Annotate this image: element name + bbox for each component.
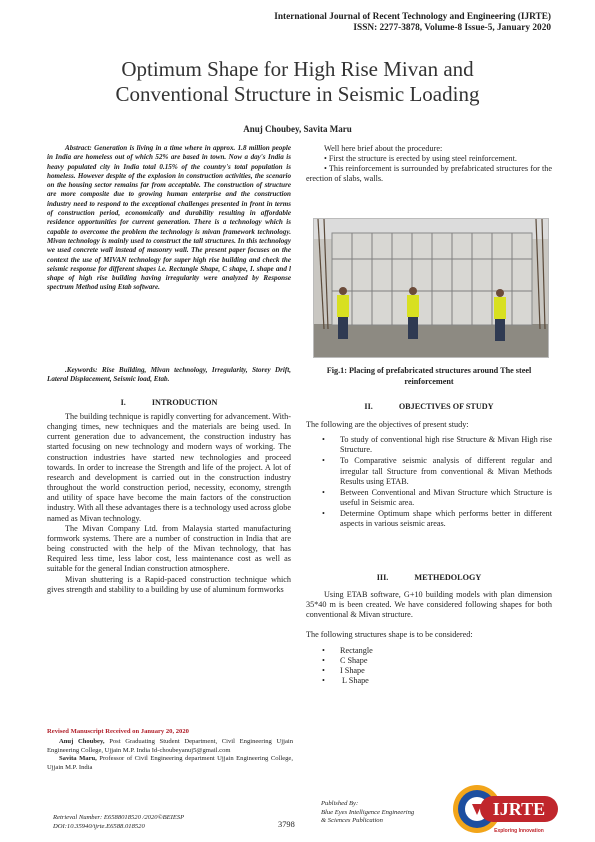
footer-publisher — [321, 800, 414, 826]
procedure-bullet-2: • This reinforcement is surrounded by prefabricated structures for the erection of slabs, walls. — [306, 164, 552, 184]
objectives-intro: The following are the objectives of present study: — [306, 420, 469, 429]
procedure-intro: Well here brief about the procedure: — [324, 144, 443, 153]
logo-tagline: Exploring Innovation — [494, 828, 544, 834]
objectives-block — [306, 420, 552, 530]
figure-caption: Fig.1: Placing of prefabricated structures around The steel reinforcement — [326, 366, 532, 386]
shapes-list — [306, 646, 552, 687]
section-heading-methodology — [306, 573, 552, 582]
paper-title — [40, 57, 555, 107]
footer-retrieval — [53, 814, 184, 831]
author-1-details: Post Graduating Student Department, Civil Engineering Ujjain Engineering College, Ujjain M.P. India Id-choubeyanuj5@gmail.com — [47, 738, 293, 754]
construction-photo-illustration — [314, 219, 548, 357]
journal-header — [274, 12, 551, 34]
page-number: 3798 — [278, 820, 295, 829]
keywords: .Keywords: Rise Building, Mivan technology, Irregularity, Storey Drift, Lateral Displacement, Seismic load, Etab. — [47, 366, 291, 384]
intro-paragraph-2: The Mivan Company Ltd. from Malaysia started manufacturing formwork systems. There are a number of construction in India that are being constructed with the help of the Mivan technology, that has Required less time, less labor cost, less maintenance cost as well as suitable for the general Indian construction atmosphere. — [47, 523, 291, 574]
method-paragraph-2: The following structures shape is to be considered: — [306, 630, 473, 640]
list-item: • I Shape — [316, 666, 552, 676]
author-2-name: Savita Maru, — [59, 755, 97, 763]
retrieval-number: Retrieval Number: E6588018520 /2020©BEIESP — [53, 814, 185, 821]
section-number: I. — [120, 398, 126, 407]
list-item: • To study of conventional high rise Structure & Mivan High rise Structure. — [316, 435, 552, 455]
logo-text: IJRTE — [492, 799, 546, 819]
method-paragraph-1: Using ETAB software, G+10 building models with plan dimension 35*40 m is been created. We have considered following shapes for both conventional & Mivan structure. — [306, 590, 552, 620]
section-number: II. — [364, 402, 373, 411]
ijrte-logo-icon — [450, 782, 562, 836]
list-item: • Determine Optimum shape which performs better in different aspects in various seismic areas. — [316, 509, 552, 529]
journal-name: International Journal of Recent Technology and Engineering (IJRTE) — [274, 12, 551, 22]
revised-note: Revised Manuscript Received on January 20, 2020 — [47, 728, 189, 735]
doi: DOI:10.35940/ijrte.E6588.018520 — [53, 822, 145, 830]
ijrte-logo — [450, 782, 562, 836]
list-item: • Rectangle — [316, 646, 552, 656]
section-title: OBJECTIVES OF STUDY — [398, 402, 494, 411]
intro-paragraph-3: Mivan shuttering is a Rapid-paced construction technique which gives strength and stability to a building by use of aluminum formworks — [47, 574, 291, 594]
section-title: METHEDOLOGY — [414, 573, 482, 582]
affiliation-1 — [47, 738, 293, 755]
author-1-name: Anuj Choubey, — [59, 738, 105, 745]
figure-photo — [313, 218, 549, 358]
issn-line: ISSN: 2277-3878, Volume-8 Issue-5, January 2020 — [353, 23, 551, 33]
section-title: INTRODUCTION — [151, 398, 218, 407]
authors: Anuj Choubey, Savita Maru — [243, 124, 352, 134]
affiliations — [47, 738, 293, 772]
section-heading-introduction — [47, 398, 291, 407]
methodology-block — [306, 590, 552, 686]
affiliation-2 — [47, 755, 293, 772]
title-line-2: Conventional Structure in Seismic Loading — [115, 82, 480, 106]
list-item: • C Shape — [316, 656, 552, 666]
author-2-details: Professor of Civil Engineering department Ujjain Engineering College, Ujjain M.P. India — [47, 755, 293, 771]
section-heading-objectives — [306, 402, 552, 411]
list-item: • Between Conventional and Mivan Structure which Structure is useful in Seismic area. — [316, 488, 552, 508]
list-item: • To Comparative seismic analysis of different regular and irregular tall Structure from conventional & Mivan Methods Results using ETAB. — [316, 456, 552, 486]
list-item: • L Shape — [316, 676, 552, 686]
procedure-bullet-1: • First the structure is erected by using steel reinforcement. — [324, 154, 517, 164]
objectives-list — [306, 435, 552, 529]
procedure-text — [306, 144, 552, 185]
title-line-1: Optimum Shape for High Rise Mivan and — [121, 57, 474, 81]
published-by-label: Published By: — [321, 800, 359, 807]
publisher-line-2: & Sciences Publication — [321, 817, 383, 825]
section-number: III. — [376, 573, 389, 582]
abstract: Abstract: Generation is living in a time where in approx. 1.8 million people in India are homeless out of which 52% are based in town. Now a day's India is heavy populated city in India total 0.15% of the country's total population is homeless. However despite of the explosion in construction activities, the scenario on the housing sector remains far from acceptable. The construction of structure are more composite due to growing human enterprise and the construction industry need to respond to the exceptional challenges presented in front in terms of construction period, economically and durability resulting in affordable residence opportunities for current generation. There is a technology which is capable to overcome the problem the technology is mivan framework technology. Mivan technology is mainly used to construct the tall structures. In this technology we used concrete wall instead of masonry wall. The present paper focuses on the context the use of MIVAN technology for super high rise building and check the seismic response for different shapes i.e. Rectangle Shape, C shape, I. shape and l shape of high rise building having irregularity were analyzed by Response spectrum Method using Etab software. — [47, 144, 291, 292]
intro-paragraph-1: The building technique is rapidly converting for advancement. With-changing times, new techniques and the materials are being used. In current generation due to advancement, the construction industry has started focusing on new technology and modern ways of working. The construction industries have started new technologies and proceed towards. In order to increase the Strength and life of the project. A lot of research and development is carried out in the construction industry throughout the world construction period, necessity, economy, strength and utility of space have become the main factors of the construction industry. With all these advantages there is a technology used across globe named as Mivan technology. — [47, 412, 291, 523]
publisher-line-1: Blue Eyes Intelligence Engineering — [321, 808, 415, 816]
introduction-body — [47, 412, 291, 595]
